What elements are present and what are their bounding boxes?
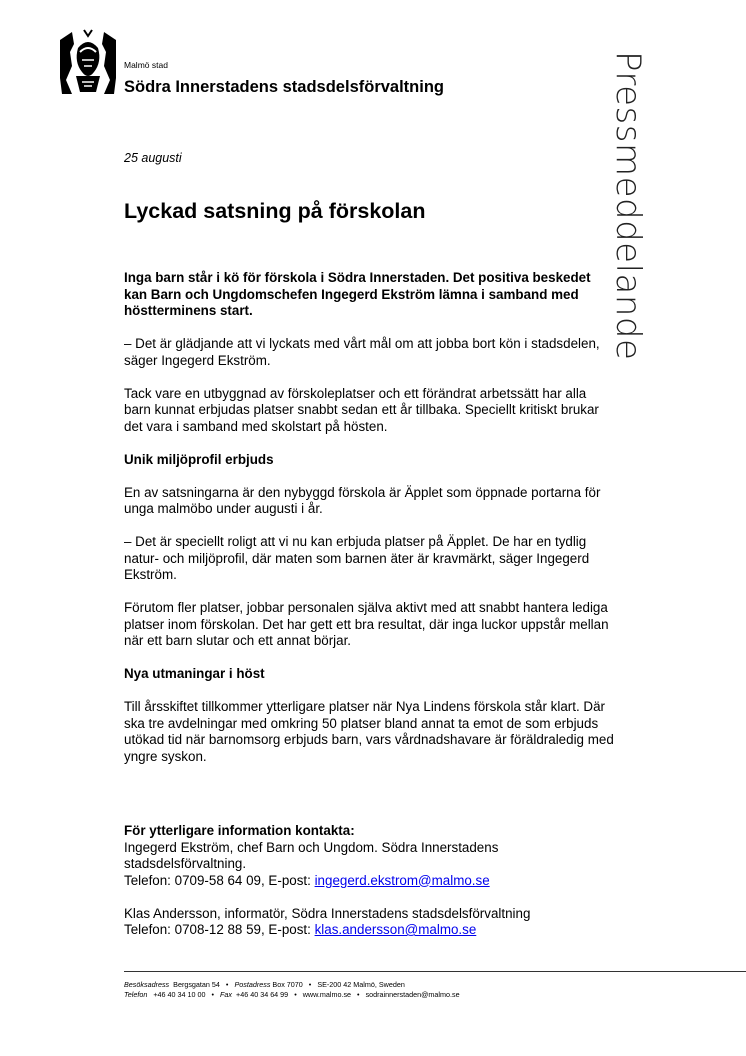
quote-paragraph: – Det är glädjande att vi lyckats med vårt mål om att jobba bort kön i stadsdelen, säger Ingegerd Ekström. [124,336,600,368]
contact-heading: För ytterligare information kontakta: [124,823,355,838]
contact-1-name: Ingegerd Ekström, chef Barn och Ungdom. Södra Innerstadens stadsdelsförvaltning. [124,839,499,871]
body-paragraph: Till årsskiftet tillkommer ytterligare platser när Nya Lindens förskola står klart. Där ska tre avdelningar med omkring 50 platser bland annat ta emot de som erbjuds utökad tid när barnomsorg erbjuds barn, vars vårdnadshavare är föräldraledig med yngre syskon. [124,699,614,764]
body-paragraph: Tack vare en utbyggnad av förskoleplatser och ett förändrat arbetssätt har alla barn kunnat erbjudas platser snabbt sedan ett år tillbaka. Speciellt kritiskt brukar det vara i samband med skolstart på hösten. [124,385,599,434]
body-paragraph: En av satsningarna är den nybyggd förskola är Äpplet som öppnade portarna för unga malmöbo under augusti i år. [124,484,601,516]
quote-paragraph: – Det är speciellt roligt att vi nu kan erbjuda platser på Äpplet. De har en tydlig natur- och miljöprofil, där maten som barnen äter är kravmärkt, säger Ingegerd Ekström. [124,534,590,582]
contact-2-email-link[interactable]: klas.andersson@malmo.se [314,922,477,937]
footer: Besöksadress Bergsgatan 54 • Postadress Box 7070 • SE-200 42 Malmö, Sweden Telefon +46 40 34 10 00 • Fax +46 40 34 64 99 • www.malmo.se • sodrainnerstaden@malmo.se [124,980,460,999]
footer-visit-address: Bergsgatan 54 [173,980,220,989]
footer-divider [124,971,746,972]
footer-post-address: Box 7070 [272,980,303,989]
section-heading-miljoprofil: Unik miljöprofil erbjuds [124,451,274,467]
footer-city: SE-200 42 Malmö, Sweden [317,980,405,989]
footer-email: sodrainnerstaden@malmo.se [365,990,460,999]
footer-post-label: Postadress [234,980,271,989]
body-paragraph: Förutom fler platser, jobbar personalen själva aktivt med att snabbt hantera lediga platser inom förskolan. Det har gett ett bra resultat, där inga luckor uppstår mellan när ett barn slutar och ett annat börjar. [124,600,609,648]
article-body [124,270,614,782]
footer-website: www.malmo.se [302,990,352,999]
press-release-label: Pressmeddelande [608,51,648,361]
contact-2-phone: Telefon: 0708-12 88 59, E-post: [124,922,315,937]
city-name: Malmö stad [124,60,168,70]
organization-name: Södra Innerstadens stadsdelsförvaltning [124,78,444,96]
lead-paragraph: Inga barn står i kö för förskola i Södra Innerstaden. Det positiva beskedet kan Barn och Ungdomschefen Ingegerd Ekström lämna i samband med höstterminens start. [124,270,591,318]
release-date: 25 augusti [124,151,182,165]
contact-1-phone: Telefon: 0709-58 64 09, E-post: [124,872,315,888]
section-heading-utmaningar: Nya utmaningar i höst [124,666,265,681]
footer-fax: +46 40 34 64 99 [236,990,289,999]
malmo-city-crest-logo [58,28,118,98]
footer-phone-label: Telefon [124,990,148,999]
footer-visit-label: Besöksadress [124,980,170,989]
footer-fax-label: Fax [220,990,233,999]
footer-phone: +46 40 34 10 00 [153,990,206,999]
contact-2-name: Klas Andersson, informatör, Södra Innerstadens stadsdelsförvaltning [124,905,531,921]
contact-1-email-link[interactable]: ingegerd.ekstrom@malmo.se [314,872,490,888]
contact-section [124,823,614,955]
page-title: Lyckad satsning på förskolan [124,199,426,223]
